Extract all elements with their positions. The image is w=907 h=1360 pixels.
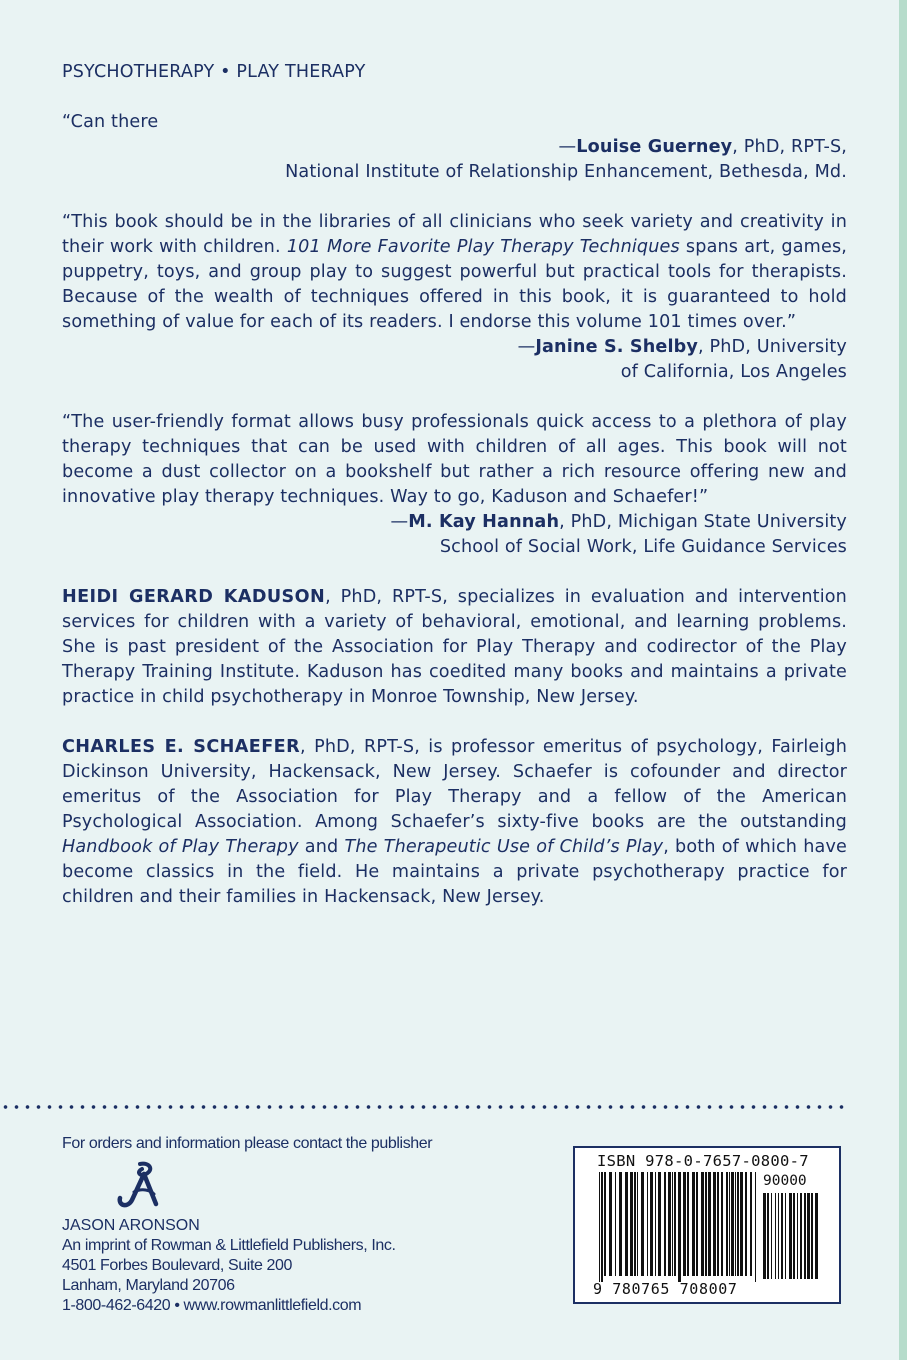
barcode-bar bbox=[785, 1193, 786, 1279]
price-code: 90000 bbox=[763, 1173, 807, 1189]
barcode-bar bbox=[755, 1172, 756, 1282]
barcode-bar bbox=[745, 1172, 747, 1276]
barcode-bar bbox=[789, 1193, 792, 1279]
blurb-guerney bbox=[62, 110, 847, 185]
publisher-address-line1: 4501 Forbes Boulevard, Suite 200 bbox=[62, 1257, 293, 1274]
barcode-bar bbox=[601, 1172, 603, 1282]
main-content bbox=[62, 110, 847, 935]
barcode-bar bbox=[811, 1193, 813, 1279]
publisher-name: JASON ARONSON bbox=[62, 1217, 200, 1234]
barcode-bar bbox=[737, 1172, 739, 1276]
barcode-bar bbox=[731, 1172, 734, 1276]
endorser-credentials: , PhD, University bbox=[698, 337, 847, 357]
barcode-bar bbox=[708, 1172, 711, 1276]
endorser-affiliation: National Institute of Relationship Enhancement, Bethesda, Md. bbox=[285, 162, 847, 182]
barcode-bar bbox=[625, 1172, 628, 1276]
barcode-bar bbox=[815, 1193, 818, 1279]
barcode-bar bbox=[655, 1172, 656, 1276]
barcode-bar bbox=[637, 1172, 638, 1276]
barcode-bar bbox=[729, 1172, 730, 1276]
blurb-shelby bbox=[62, 210, 847, 385]
book-title: 101 More Favorite Play Therapy Techniques bbox=[286, 237, 680, 257]
publisher-contact: 1-800-462-6420 • www.rowmanlittlefield.com bbox=[62, 1297, 362, 1314]
ean-barcode-bars bbox=[599, 1172, 759, 1282]
barcode-bar bbox=[615, 1172, 616, 1276]
barcode-bar bbox=[674, 1172, 676, 1276]
barcode-bar bbox=[763, 1193, 766, 1279]
book-title: The Therapeutic Use of Child’s Play bbox=[344, 837, 664, 857]
barcode-bar bbox=[647, 1172, 648, 1276]
attribution-line: —M. Kay Hannah, PhD, Michigan State University bbox=[390, 512, 847, 532]
ean-digits: 9 780765 708007 bbox=[593, 1280, 738, 1298]
dotted-divider bbox=[0, 1102, 848, 1112]
barcode-bar bbox=[740, 1172, 743, 1276]
barcode-bar bbox=[778, 1193, 779, 1279]
barcode-bar bbox=[678, 1172, 681, 1282]
endorser-credentials: , PhD, RPT-S, bbox=[732, 137, 847, 157]
barcode-bar bbox=[717, 1172, 719, 1276]
barcode-bar bbox=[804, 1193, 806, 1279]
barcode-bar bbox=[672, 1172, 673, 1276]
barcode-bar bbox=[692, 1172, 695, 1276]
barcode-bar bbox=[797, 1193, 798, 1279]
edge-strip bbox=[899, 0, 907, 1360]
endorser-credentials: , PhD, Michigan State University bbox=[559, 512, 847, 532]
barcode-bar bbox=[701, 1172, 704, 1276]
publisher-address-line2: Lanham, Maryland 20706 bbox=[62, 1277, 235, 1294]
barcode-bar bbox=[683, 1172, 686, 1276]
barcode-bar bbox=[750, 1172, 752, 1276]
bio-schaefer: CHARLES E. SCHAEFER, PhD, RPT-S, is professor emeritus of psychology, Fairleigh Dickinson University, Hackensack, New Jersey. Schaefer is cofounder and director emeritus of the Association for Play Therapy and a fellow of the American Psychological Association. Among Schaefer’s sixty-five books are the outstanding Handbook of Play Therapy and The Therapeutic Use of Child’s Play, both of which have become classics in the field. He maintains a private psychotherapy practice for children and their families in Hackensack, New Jersey. bbox=[62, 737, 847, 907]
barcode-bar bbox=[793, 1193, 795, 1279]
publisher-logo-icon bbox=[110, 1160, 170, 1210]
addon-barcode-bars bbox=[763, 1193, 821, 1279]
barcode-bar bbox=[781, 1193, 783, 1279]
blurb-hannah bbox=[62, 410, 847, 560]
barcode-bar bbox=[713, 1172, 716, 1276]
barcode-bar bbox=[658, 1172, 661, 1276]
barcode-bar bbox=[775, 1193, 776, 1279]
barcode-bar bbox=[630, 1172, 633, 1276]
barcode-bar bbox=[619, 1172, 622, 1276]
endorser-affiliation: School of Social Work, Life Guidance Services bbox=[439, 537, 847, 557]
barcode-bar bbox=[599, 1172, 600, 1282]
barcode-bar bbox=[705, 1172, 707, 1276]
barcode-bar bbox=[664, 1172, 666, 1276]
endorser-name: M. Kay Hannah bbox=[408, 512, 560, 532]
barcode-bar bbox=[604, 1172, 606, 1276]
blurb-quote: “The user-friendly format allows busy professionals quick access to a plethora of play therapy techniques that can be used with children of all ages. This book will not become a dust collector on a bookshelf but rather a rich resource offering new and innovative play therapy techniques. Way to go, Kaduson and Schaefer!” bbox=[62, 412, 847, 507]
barcode-bar bbox=[687, 1172, 689, 1276]
barcode-bar bbox=[641, 1172, 644, 1276]
bio-name: HEIDI GERARD KADUSON bbox=[62, 587, 326, 607]
barcode-bar bbox=[800, 1193, 802, 1279]
barcode-bar bbox=[771, 1193, 772, 1279]
blurb-quote: “This book should be in the libraries of all clinicians who seek variety and creativity in their work with children. 101 More Favorite Play Therapy Techniques spans art, games, puppetry, toys, and group play to suggest powerful but practical tools for therapists. Because of the wealth of techniques offered in this book, it is guaranteed to hold something of value for each of its readers. I endorse this volume 101 times over.” bbox=[62, 212, 848, 332]
barcode-bar bbox=[767, 1193, 769, 1279]
barcode-bar bbox=[668, 1172, 671, 1276]
bio-kaduson bbox=[62, 585, 847, 710]
bio-name: CHARLES E. SCHAEFER bbox=[62, 737, 301, 757]
barcode-bar bbox=[807, 1193, 810, 1279]
barcode-bar bbox=[634, 1172, 636, 1276]
attribution-line: —Louise Guerney, PhD, RPT-S, bbox=[558, 137, 847, 157]
publisher-block bbox=[62, 1134, 502, 1316]
category-label: PSYCHOTHERAPY • PLAY THERAPY bbox=[62, 62, 366, 82]
blurb-quote: “Can there bbox=[62, 112, 159, 132]
attribution-line: —Janine S. Shelby, PhD, University bbox=[517, 337, 847, 357]
isbn-label: ISBN 978-0-7657-0800-7 bbox=[597, 1152, 809, 1170]
publisher-intro: For orders and information please contact the publisher bbox=[62, 1135, 433, 1152]
bio-text: , PhD, RPT-S, specializes in evaluation and intervention services for children with a variety of behavioral, emotional, and learning problems. She is past president of the Association for Play Therapy and codirector of the Play Therapy Training Institute. Kaduson has coedited many books and maintains a private practice in child psychotherapy in Monroe Township, New Jersey. bbox=[62, 587, 847, 707]
barcode-bar bbox=[721, 1172, 723, 1276]
barcode-bar bbox=[696, 1172, 698, 1276]
barcode-bar bbox=[650, 1172, 653, 1276]
publisher-imprint: An imprint of Rowman & Littlefield Publishers, Inc. bbox=[62, 1237, 396, 1254]
endorser-affiliation: of California, Los Angeles bbox=[620, 362, 847, 382]
barcode-bar bbox=[609, 1172, 612, 1276]
barcode-bar bbox=[726, 1172, 728, 1276]
isbn-barcode bbox=[573, 1146, 841, 1304]
barcode-bar bbox=[735, 1172, 736, 1276]
endorser-name: Louise Guerney bbox=[576, 137, 733, 157]
book-title: Handbook of Play Therapy bbox=[62, 837, 299, 857]
endorser-name: Janine S. Shelby bbox=[535, 337, 699, 357]
